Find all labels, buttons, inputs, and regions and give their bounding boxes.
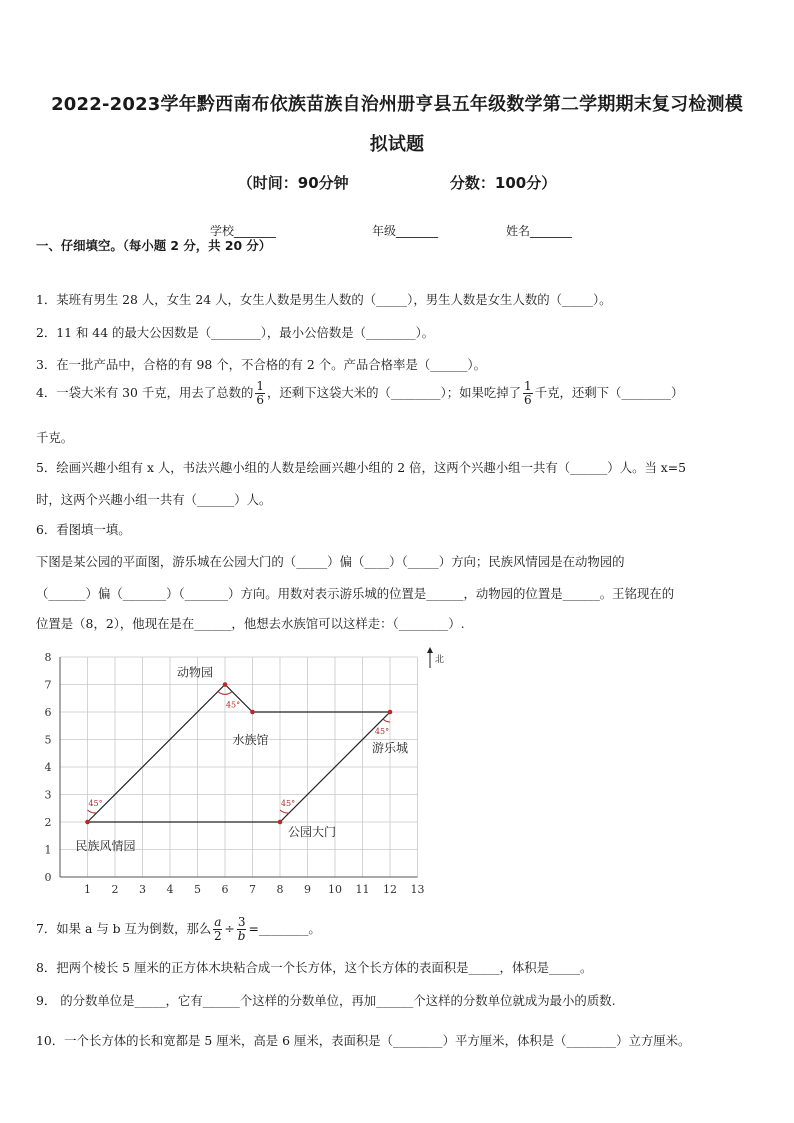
x-tick-label: 2 [111, 883, 119, 896]
question-7: 7．如果 a 与 b 互为倒数，那么 $\frac{a}{2}$ ÷ $\frac{3}{b}$ =________。 [36, 915, 321, 943]
north-label: 北 [435, 655, 445, 665]
x-tick-label: 7 [249, 883, 256, 896]
time-label: （时间：90分钟 [237, 174, 349, 192]
angle-label: 45° [225, 700, 241, 710]
angle-arc [88, 810, 97, 813]
question-6-title: 6．看图填一填。 [36, 522, 131, 537]
question-4-end: 千克。 [36, 430, 74, 445]
north-arrow-icon [427, 647, 444, 668]
question-6-line2: （______）偏（_______）（_______）方向。用数对表示游乐城的位置是______，动物园的位置是______。王铭现在的 [36, 586, 675, 601]
place-point [250, 710, 255, 715]
place-label: 水族馆 [232, 733, 269, 747]
place-point [223, 682, 228, 687]
q4-text-b: ，还剩下这袋大米的（________）；如果吃掉了 [267, 385, 522, 400]
place-point [388, 710, 393, 715]
exam-meta [0, 172, 794, 193]
question-6-line3: 位置是（8，2），他现在是在______，他想去水族馆可以这样走：（________）. [36, 616, 465, 631]
question-5-line1: 5．绘画兴趣小组有 x 人，书法兴趣小组的人数是绘画兴趣小组的 2 倍，这两个兴趣小组一共有（______）人。当 x=5 [36, 460, 687, 475]
fraction-3-over-b: $\frac{3}{b}$ [237, 915, 246, 943]
x-tick-label: 4 [166, 883, 174, 896]
y-tick-label: 3 [44, 788, 52, 802]
place-labels [75, 665, 408, 854]
x-tick-label: 5 [194, 883, 201, 896]
y-tick-label: 1 [44, 843, 52, 857]
question-3: 3．在一批产品中，合格的有 98 个，不合格的有 2 个。产品合格率是（______）。 [36, 357, 486, 372]
question-2: 2．11 和 44 的最大公因数是（________），最小公倍数是（________）。 [36, 325, 435, 340]
score-label: 分数：100分） [449, 174, 557, 192]
map-axes [45, 651, 425, 896]
angle-label: 45° [88, 799, 103, 808]
angle-arc [383, 719, 390, 722]
y-tick-label: 0 [44, 871, 52, 884]
section-heading: 一、仔细填空。（每小题 2 分，共 20 分） [36, 238, 272, 253]
x-tick-label: 11 [355, 883, 370, 896]
fraction-a-over-2: $\frac{a}{2}$ [214, 915, 222, 943]
place-label: 动物园 [176, 665, 214, 680]
question-1: 1．某班有男生 28 人，女生 24 人，女生人数是男生人数的（_____），男生人数是女生人数的（_____）。 [36, 292, 612, 307]
grade-field: 年级_______ [372, 224, 439, 238]
x-tick-label: 3 [139, 883, 146, 896]
question-5-line2: 时，这两个兴趣小组一共有（______）人。 [36, 492, 272, 507]
x-tick-label: 1 [84, 883, 91, 896]
x-tick-label: 12 [383, 883, 397, 896]
place-point [85, 820, 90, 825]
angle-label: 45° [374, 727, 390, 736]
place-label: 民族风情园 [75, 839, 136, 853]
x-tick-label: 8 [276, 883, 284, 896]
question-6-line1: 下图是某公园的平面图，游乐城在公园大门的（_____）偏（____）（_____）方向；民族风情园是在动物园的 [36, 554, 625, 569]
place-label: 公园大门 [287, 825, 337, 839]
q4-text-c: 千克，还剩下（________） [534, 385, 684, 400]
angle-label: 45° [280, 799, 296, 808]
fraction-one-sixth: $\frac{1}{6}$ [256, 379, 265, 407]
y-tick-label: 7 [44, 678, 52, 692]
y-tick-label: 6 [44, 706, 52, 719]
name-field: 姓名_______ [506, 224, 573, 238]
place-label: 游乐城 [371, 741, 409, 755]
question-10: 10．一个长方体的长和宽都是 5 厘米，高是 6 厘米，表面积是（________）平方厘米，体积是（________）立方厘米。 [36, 1033, 691, 1048]
x-tick-label: 9 [304, 883, 311, 896]
question-8: 8．把两个棱长 5 厘米的正方体木块粘合成一个长方体，这个长方体的表面积是_____，体积是_____。 [36, 960, 593, 975]
x-tick-label: 10 [328, 883, 342, 896]
divide-sign: ÷ [224, 921, 235, 936]
school-field: 学校_______ [210, 224, 277, 238]
x-tick-label: 6 [221, 883, 229, 896]
y-tick-label: 8 [44, 651, 52, 664]
fraction-one-sixth-2: $\frac{1}{6}$ [524, 379, 532, 407]
park-map-chart [20, 644, 460, 896]
question-4 [36, 380, 683, 407]
x-tick-label: 13 [410, 883, 425, 896]
page-title-line1: 2022-2023学年黔西南布依族苗族自治州册亨县五年级数学第二学期期末复习检测模 [51, 94, 743, 115]
place-point [278, 820, 283, 825]
page-title-line2: 拟试题 [369, 134, 425, 155]
y-tick-label: 4 [44, 761, 52, 774]
y-tick-label: 2 [44, 816, 52, 829]
question-9: 9． 的分数单位是_____，它有______个这样的分数单位，再加______个这样的分数单位就成为最小的质数. [36, 993, 616, 1008]
angle-arc [280, 810, 289, 813]
y-tick-label: 5 [44, 733, 52, 747]
q4-text-a: 4．一袋大米有 30 千克，用去了总数的 [36, 385, 254, 400]
